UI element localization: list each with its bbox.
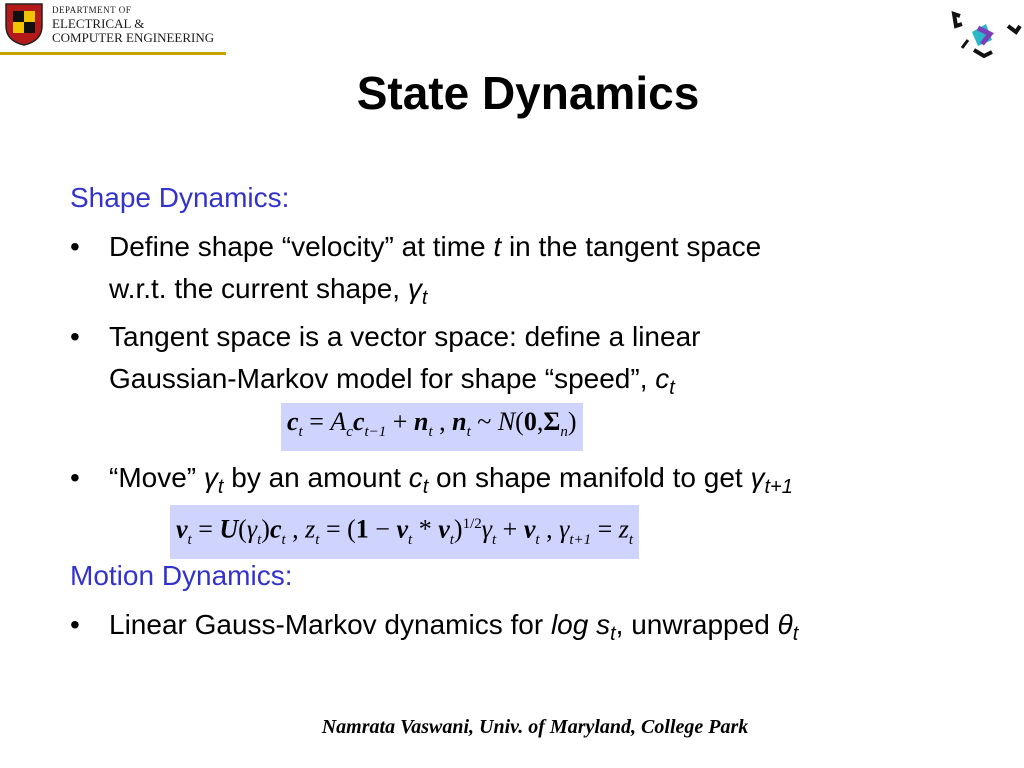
- bullet-text: by an amount: [223, 462, 409, 493]
- department-logo: [0, 0, 226, 55]
- gamma-symbol: γ: [203, 462, 218, 493]
- gamma-symbol: γ: [407, 273, 422, 304]
- subscript: t: [610, 623, 616, 645]
- subscript: t: [217, 476, 224, 498]
- university-seal-icon: [3, 2, 45, 46]
- gamma-symbol: γ: [750, 462, 765, 493]
- log-scale-symbol: log s: [550, 609, 611, 640]
- subscript: t+1: [764, 476, 793, 498]
- bullet-text: , unwrapped: [615, 609, 778, 640]
- bullet-velocity: [70, 226, 970, 319]
- bullet-text: on shape manifold to get: [428, 462, 751, 493]
- c-symbol: c: [408, 462, 423, 493]
- bullet-text: Define shape “velocity” at time: [109, 231, 494, 262]
- bullet-marker: •: [70, 462, 80, 493]
- shape-dynamics-heading: Shape Dynamics:: [70, 182, 290, 213]
- bullet-text: Tangent space is a vector space: define a linear: [109, 321, 701, 352]
- subscript: t: [669, 377, 675, 399]
- logo-line-computer: COMPUTER ENGINEERING: [52, 30, 215, 45]
- bullet-text: w.r.t. the current shape,: [109, 273, 408, 304]
- equation-move-update: $v_t = U(\gamma_t)c_t$ , $z_t = (1 - v_t * v_t)^{1/2}\gamma_t + v_t$ , $\gamma_{t+1} = z_t$: [170, 505, 639, 559]
- slide-title: State Dynamics: [356, 67, 700, 119]
- bullet-marker: •: [70, 609, 80, 640]
- theta-symbol: θ: [777, 609, 793, 640]
- logo-line-electrical: ELECTRICAL &: [52, 16, 145, 31]
- subscript: t: [422, 476, 429, 498]
- subscript: t: [792, 623, 799, 645]
- lab-logo-icon: [948, 4, 1024, 62]
- bullet-move: [70, 457, 970, 508]
- bullet-text: Gaussian-Markov model for shape “speed”,: [109, 363, 656, 394]
- subscript: t: [421, 287, 428, 309]
- bullet-marker: •: [70, 231, 80, 262]
- bullet-motion-model: [70, 604, 970, 655]
- logo-line-department: DEPARTMENT OF: [52, 5, 132, 15]
- bullet-text: “Move”: [109, 462, 204, 493]
- time-variable: t: [493, 231, 502, 262]
- bullet-text: in the tangent space: [501, 231, 762, 262]
- c-symbol: c: [655, 363, 670, 394]
- bullet-marker: •: [70, 321, 80, 352]
- equation-speed-model: $c_t = A_cc_{t-1} + n_t$ , $n_t$ ~ $N(0,\Sigma_n)$: [281, 403, 583, 451]
- bullet-text: Linear Gauss-Markov dynamics for: [109, 609, 551, 640]
- motion-dynamics-heading: Motion Dynamics:: [70, 560, 293, 591]
- bullet-tangent-space: [70, 316, 970, 409]
- slide-footer: Namrata Vaswani, Univ. of Maryland, College Park: [321, 716, 749, 738]
